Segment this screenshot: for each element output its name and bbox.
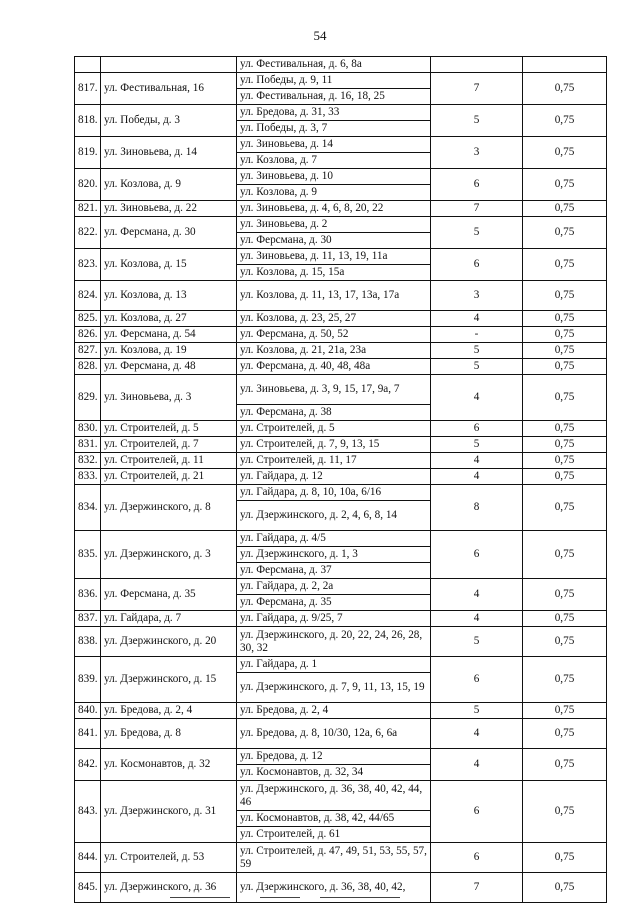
table-row xyxy=(75,749,607,765)
row-number: 818. xyxy=(75,105,101,137)
count-value: 7 xyxy=(431,873,523,903)
row-number xyxy=(75,57,101,73)
served-address: ул. Бредова, д. 31, 33 xyxy=(237,105,431,121)
row-number: 842. xyxy=(75,749,101,781)
table-row xyxy=(75,485,607,501)
count-value: 6 xyxy=(431,421,523,437)
table-row xyxy=(75,611,607,627)
row-number: 841. xyxy=(75,719,101,749)
table-row xyxy=(75,343,607,359)
main-address: ул. Дзержинского, д. 36 xyxy=(101,873,237,903)
row-number: 845. xyxy=(75,873,101,903)
main-address: ул. Дзержинского, д. 31 xyxy=(101,781,237,843)
row-number: 836. xyxy=(75,579,101,611)
count-value xyxy=(431,57,523,73)
served-address: ул. Ферсмана, д. 30 xyxy=(237,233,431,249)
main-address: ул. Ферсмана, д. 48 xyxy=(101,359,237,375)
count-value: 5 xyxy=(431,437,523,453)
row-number: 827. xyxy=(75,343,101,359)
footer-marks xyxy=(0,894,640,900)
main-address: ул. Космонавтов, д. 32 xyxy=(101,749,237,781)
served-address: ул. Фестивальная, д. 16, 18, 25 xyxy=(237,89,431,105)
row-number: 844. xyxy=(75,843,101,873)
main-address: ул. Козлова, д. 19 xyxy=(101,343,237,359)
served-address: ул. Козлова, д. 21, 21а, 23а xyxy=(237,343,431,359)
served-address: ул. Гайдара, д. 1 xyxy=(237,657,431,673)
served-address: ул. Гайдара, д. 9/25, 7 xyxy=(237,611,431,627)
coefficient-value: 0,75 xyxy=(523,437,607,453)
count-value: 6 xyxy=(431,657,523,703)
served-address: ул. Ферсмана, д. 38 xyxy=(237,405,431,421)
table-row xyxy=(75,843,607,873)
table-row xyxy=(75,137,607,153)
count-value: 4 xyxy=(431,453,523,469)
count-value: 7 xyxy=(431,73,523,105)
row-number: 820. xyxy=(75,169,101,201)
coefficient-value: 0,75 xyxy=(523,169,607,201)
coefficient-value: 0,75 xyxy=(523,781,607,843)
main-address: ул. Козлова, д. 13 xyxy=(101,281,237,311)
served-address: ул. Космонавтов, д. 38, 42, 44/65 xyxy=(237,811,431,827)
coefficient-value: 0,75 xyxy=(523,719,607,749)
main-address: ул. Козлова, д. 15 xyxy=(101,249,237,281)
served-address: ул. Козлова, д. 23, 25, 27 xyxy=(237,311,431,327)
table-row xyxy=(75,627,607,657)
main-address: ул. Зиновьева, д. 22 xyxy=(101,201,237,217)
table-row xyxy=(75,421,607,437)
coefficient-value: 0,75 xyxy=(523,469,607,485)
row-number: 831. xyxy=(75,437,101,453)
row-number: 843. xyxy=(75,781,101,843)
served-address: ул. Строителей, д. 61 xyxy=(237,827,431,843)
coefficient-value: 0,75 xyxy=(523,579,607,611)
row-number: 829. xyxy=(75,375,101,421)
served-address: ул. Победы, д. 3, 7 xyxy=(237,121,431,137)
coefficient-value: 0,75 xyxy=(523,485,607,531)
served-address: ул. Гайдара, д. 12 xyxy=(237,469,431,485)
row-number: 823. xyxy=(75,249,101,281)
main-address: ул. Строителей, д. 5 xyxy=(101,421,237,437)
count-value: - xyxy=(431,327,523,343)
main-address: ул. Фестивальная, 16 xyxy=(101,73,237,105)
served-address: ул. Ферсмана, д. 35 xyxy=(237,595,431,611)
count-value: 5 xyxy=(431,703,523,719)
served-address: ул. Бредова, д. 8, 10/30, 12а, 6, 6а xyxy=(237,719,431,749)
coefficient-value: 0,75 xyxy=(523,105,607,137)
served-address: ул. Зиновьева, д. 11, 13, 19, 11а xyxy=(237,249,431,265)
count-value: 4 xyxy=(431,611,523,627)
main-address: ул. Дзержинского, д. 3 xyxy=(101,531,237,579)
served-address: ул. Зиновьева, д. 2 xyxy=(237,217,431,233)
count-value: 5 xyxy=(431,217,523,249)
count-value: 3 xyxy=(431,281,523,311)
coefficient-value: 0,75 xyxy=(523,627,607,657)
coefficient-value: 0,75 xyxy=(523,375,607,421)
served-address: ул. Дзержинского, д. 2, 4, 6, 8, 14 xyxy=(237,501,431,531)
main-address: ул. Дзержинского, д. 20 xyxy=(101,627,237,657)
coefficient-value: 0,75 xyxy=(523,137,607,169)
served-address: ул. Фестивальная, д. 6, 8а xyxy=(237,57,431,73)
table-row xyxy=(75,201,607,217)
table-row xyxy=(75,657,607,673)
served-address: ул. Зиновьева, д. 14 xyxy=(237,137,431,153)
address-table-body xyxy=(75,57,607,903)
table-row xyxy=(75,719,607,749)
served-address: ул. Победы, д. 9, 11 xyxy=(237,73,431,89)
main-address: ул. Строителей, д. 7 xyxy=(101,437,237,453)
table-row xyxy=(75,531,607,547)
served-address: ул. Дзержинского, д. 7, 9, 11, 13, 15, 19 xyxy=(237,673,431,703)
count-value: 4 xyxy=(431,375,523,421)
coefficient-value: 0,75 xyxy=(523,249,607,281)
page-number: 54 xyxy=(313,28,327,43)
served-address: ул. Ферсмана, д. 37 xyxy=(237,563,431,579)
count-value: 4 xyxy=(431,469,523,485)
served-address: ул. Зиновьева, д. 4, 6, 8, 20, 22 xyxy=(237,201,431,217)
main-address: ул. Дзержинского, д. 15 xyxy=(101,657,237,703)
row-number: 839. xyxy=(75,657,101,703)
coefficient-value: 0,75 xyxy=(523,703,607,719)
count-value: 5 xyxy=(431,627,523,657)
row-number: 840. xyxy=(75,703,101,719)
coefficient-value: 0,75 xyxy=(523,421,607,437)
served-address: ул. Дзержинского, д. 1, 3 xyxy=(237,547,431,563)
coefficient-value: 0,75 xyxy=(523,843,607,873)
served-address: ул. Зиновьева, д. 3, 9, 15, 17, 9а, 7 xyxy=(237,375,431,405)
served-address: ул. Бредова, д. 12 xyxy=(237,749,431,765)
table-row xyxy=(75,73,607,89)
table-row xyxy=(75,105,607,121)
row-number: 837. xyxy=(75,611,101,627)
table-row xyxy=(75,169,607,185)
main-address: ул. Козлова, д. 9 xyxy=(101,169,237,201)
coefficient-value: 0,75 xyxy=(523,359,607,375)
table-row xyxy=(75,217,607,233)
served-address: ул. Ферсмана, д. 40, 48, 48а xyxy=(237,359,431,375)
served-address: ул. Козлова, д. 7 xyxy=(237,153,431,169)
count-value: 7 xyxy=(431,201,523,217)
table-row xyxy=(75,311,607,327)
table-row xyxy=(75,579,607,595)
served-address: ул. Дзержинского, д. 20, 22, 24, 26, 28, 30, 32 xyxy=(237,627,431,657)
served-address: ул. Дзержинского, д. 36, 38, 40, 42, xyxy=(237,873,431,903)
row-number: 834. xyxy=(75,485,101,531)
count-value: 4 xyxy=(431,749,523,781)
table-row xyxy=(75,469,607,485)
table-row xyxy=(75,375,607,405)
served-address: ул. Ферсмана, д. 50, 52 xyxy=(237,327,431,343)
count-value: 8 xyxy=(431,485,523,531)
row-number: 822. xyxy=(75,217,101,249)
row-number: 826. xyxy=(75,327,101,343)
served-address: ул. Строителей, д. 11, 17 xyxy=(237,453,431,469)
row-number: 825. xyxy=(75,311,101,327)
table-row xyxy=(75,781,607,811)
count-value: 4 xyxy=(431,579,523,611)
row-number: 832. xyxy=(75,453,101,469)
main-address: ул. Строителей, д. 21 xyxy=(101,469,237,485)
row-number: 819. xyxy=(75,137,101,169)
main-address: ул. Козлова, д. 27 xyxy=(101,311,237,327)
address-table xyxy=(74,56,607,903)
row-number: 830. xyxy=(75,421,101,437)
count-value: 5 xyxy=(431,105,523,137)
served-address: ул. Бредова, д. 2, 4 xyxy=(237,703,431,719)
table-row xyxy=(75,57,607,73)
count-value: 3 xyxy=(431,137,523,169)
served-address: ул. Козлова, д. 9 xyxy=(237,185,431,201)
main-address: ул. Ферсмана, д. 30 xyxy=(101,217,237,249)
count-value: 4 xyxy=(431,719,523,749)
main-address: ул. Зиновьева, д. 14 xyxy=(101,137,237,169)
row-number: 835. xyxy=(75,531,101,579)
count-value: 5 xyxy=(431,343,523,359)
served-address: ул. Гайдара, д. 4/5 xyxy=(237,531,431,547)
table-row xyxy=(75,327,607,343)
main-address: ул. Ферсмана, д. 54 xyxy=(101,327,237,343)
coefficient-value: 0,75 xyxy=(523,611,607,627)
served-address: ул. Космонавтов, д. 32, 34 xyxy=(237,765,431,781)
table-row xyxy=(75,359,607,375)
coefficient-value: 0,75 xyxy=(523,201,607,217)
coefficient-value: 0,75 xyxy=(523,281,607,311)
coefficient-value: 0,75 xyxy=(523,873,607,903)
main-address: ул. Ферсмана, д. 35 xyxy=(101,579,237,611)
coefficient-value: 0,75 xyxy=(523,343,607,359)
coefficient-value: 0,75 xyxy=(523,217,607,249)
main-address: ул. Дзержинского, д. 8 xyxy=(101,485,237,531)
main-address: ул. Бредова, д. 2, 4 xyxy=(101,703,237,719)
coefficient-value: 0,75 xyxy=(523,327,607,343)
main-address: ул. Победы, д. 3 xyxy=(101,105,237,137)
count-value: 6 xyxy=(431,249,523,281)
main-address: ул. Бредова, д. 8 xyxy=(101,719,237,749)
coefficient-value: 0,75 xyxy=(523,531,607,579)
row-number: 828. xyxy=(75,359,101,375)
count-value: 5 xyxy=(431,359,523,375)
main-address: ул. Гайдара, д. 7 xyxy=(101,611,237,627)
main-address: ул. Зиновьева, д. 3 xyxy=(101,375,237,421)
count-value: 6 xyxy=(431,843,523,873)
count-value: 4 xyxy=(431,311,523,327)
coefficient-value: 0,75 xyxy=(523,749,607,781)
served-address: ул. Козлова, д. 15, 15а xyxy=(237,265,431,281)
count-value: 6 xyxy=(431,531,523,579)
served-address: ул. Козлова, д. 11, 13, 17, 13а, 17а xyxy=(237,281,431,311)
served-address: ул. Гайдара, д. 2, 2а xyxy=(237,579,431,595)
count-value: 6 xyxy=(431,781,523,843)
row-number: 838. xyxy=(75,627,101,657)
table-row xyxy=(75,437,607,453)
served-address: ул. Строителей, д. 47, 49, 51, 53, 55, 57, 59 xyxy=(237,843,431,873)
row-number: 833. xyxy=(75,469,101,485)
row-number: 821. xyxy=(75,201,101,217)
row-number: 824. xyxy=(75,281,101,311)
coefficient-value: 0,75 xyxy=(523,73,607,105)
served-address: ул. Дзержинского, д. 36, 38, 40, 42, 44, 46 xyxy=(237,781,431,811)
coefficient-value: 0,75 xyxy=(523,453,607,469)
served-address: ул. Гайдара, д. 8, 10, 10а, 6/16 xyxy=(237,485,431,501)
table-row xyxy=(75,249,607,265)
table-row xyxy=(75,453,607,469)
main-address: ул. Строителей, д. 11 xyxy=(101,453,237,469)
served-address: ул. Строителей, д. 7, 9, 13, 15 xyxy=(237,437,431,453)
main-address: ул. Строителей, д. 53 xyxy=(101,843,237,873)
count-value: 6 xyxy=(431,169,523,201)
coefficient-value: 0,75 xyxy=(523,657,607,703)
main-address xyxy=(101,57,237,73)
served-address: ул. Строителей, д. 5 xyxy=(237,421,431,437)
table-row xyxy=(75,703,607,719)
coefficient-value: 0,75 xyxy=(523,311,607,327)
served-address: ул. Зиновьева, д. 10 xyxy=(237,169,431,185)
table-row xyxy=(75,281,607,311)
coefficient-value xyxy=(523,57,607,73)
row-number: 817. xyxy=(75,73,101,105)
